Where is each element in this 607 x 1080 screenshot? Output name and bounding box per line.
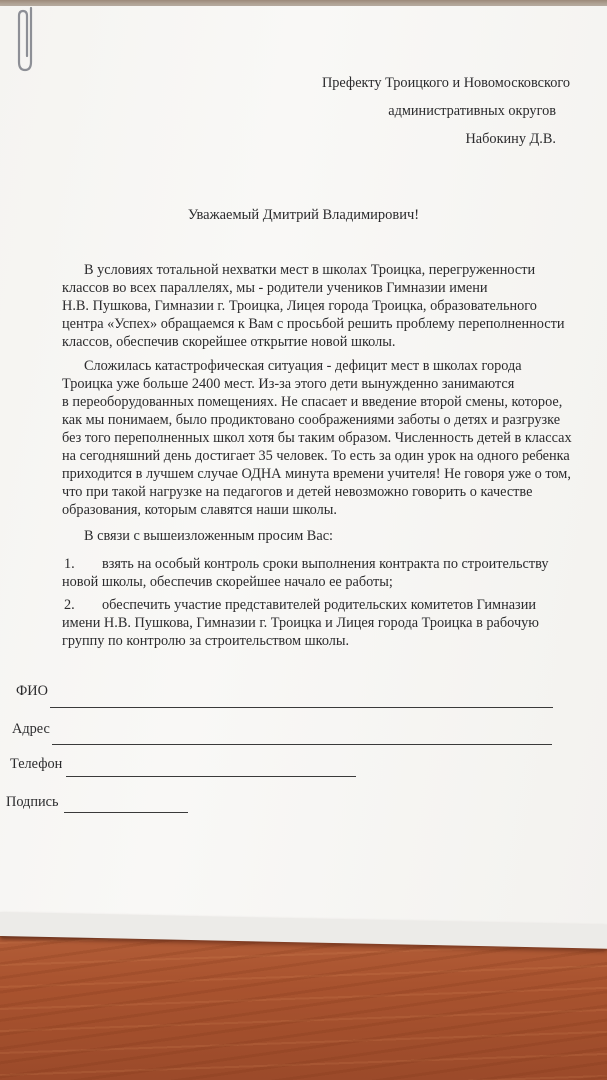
paragraph-1 [62,261,565,351]
request-item-2 [62,596,562,650]
list-item-text: имени Н.В. Пушкова, Гимназии г. Троицка и Лицея города Троицка в рабочую [62,615,539,631]
list-item-text: группу по контролю за строительством школы. [62,633,350,649]
list-number: 2. [64,597,75,613]
list-item-text: взять на особый контроль сроки выполнения контракта по строительству [102,556,549,572]
addressee-line-3: Набокину Д.В. [465,131,556,147]
addressee-line-1: Префекту Троицкого и Новомосковского [321,75,570,91]
list-item-text: новой школы, обеспечив скорейшее начало ее работы; [62,574,393,590]
paragraph-line: Н.В. Пушкова, Гимназии г. Троицка, Лицея города Троицка, образовательного [62,298,537,314]
paragraph-line: Троицка уже больше 2400 мест. Из-за этого дети вынужденно занимаются [62,376,515,392]
paragraph-line: В связи с вышеизложенным просим Вас: [84,528,334,544]
phone-line[interactable] [66,776,356,777]
paragraph-line: центра «Успех» обращаемся к Вам с просьбой решить проблему переполненности [62,316,565,332]
list-item-text: обеспечить участие представителей родительских комитетов Гимназии [102,597,537,613]
signature-line[interactable] [64,812,188,813]
request-item-1 [62,555,562,591]
paragraph-line: классов, обеспечив скорейшее открытие новой школы. [62,334,396,350]
phone-label: Телефон [10,756,63,772]
paragraph-line: классов во всех параллелях, мы - родители учеников Гимназии имени [62,280,488,296]
fio-label: ФИО [16,683,48,699]
paragraph-line: приходится в лучшем случае ОДНА минута времени учителя! Не говоря уже о том, [62,466,571,482]
paragraph-line: без того переполненных школ хотя бы таким образом. Численность детей в классах [62,430,572,446]
paragraph-line: как мы понимаем, было продиктовано соображениями заботы о детях и разгрузке [62,412,561,428]
paperclip-icon [15,6,37,74]
addressee-line-2: административных округов [388,103,556,119]
paragraph-3 [62,527,562,545]
paragraph-line: что при такой нагрузке на педагогов и детей невозможно говорить о качестве [62,484,533,500]
paragraph-line: в переоборудованных помещениях. Не спасает и введение второй смены, которое, [62,394,563,410]
address-label: Адрес [12,721,50,737]
greeting: Уважаемый Дмитрий Владимирович! [187,207,420,223]
paragraph-line: Сложилась катастрофическая ситуация - дефицит мест в школах города [84,358,522,374]
address-line[interactable] [52,744,552,745]
signature-label: Подпись [6,794,59,810]
paragraph-line: В условиях тотальной нехватки мест в школах Троицка, перегруженности [84,262,536,278]
list-number: 1. [64,556,75,572]
paragraph-line: образования, которым славятся наши школы. [62,502,337,518]
paragraph-line: на сегодняшний день достигает 35 человек. То есть за один урок на одного ребенка [62,448,570,464]
paragraph-2 [62,357,572,519]
fio-line[interactable] [50,707,553,708]
addressee-block [270,74,570,158]
